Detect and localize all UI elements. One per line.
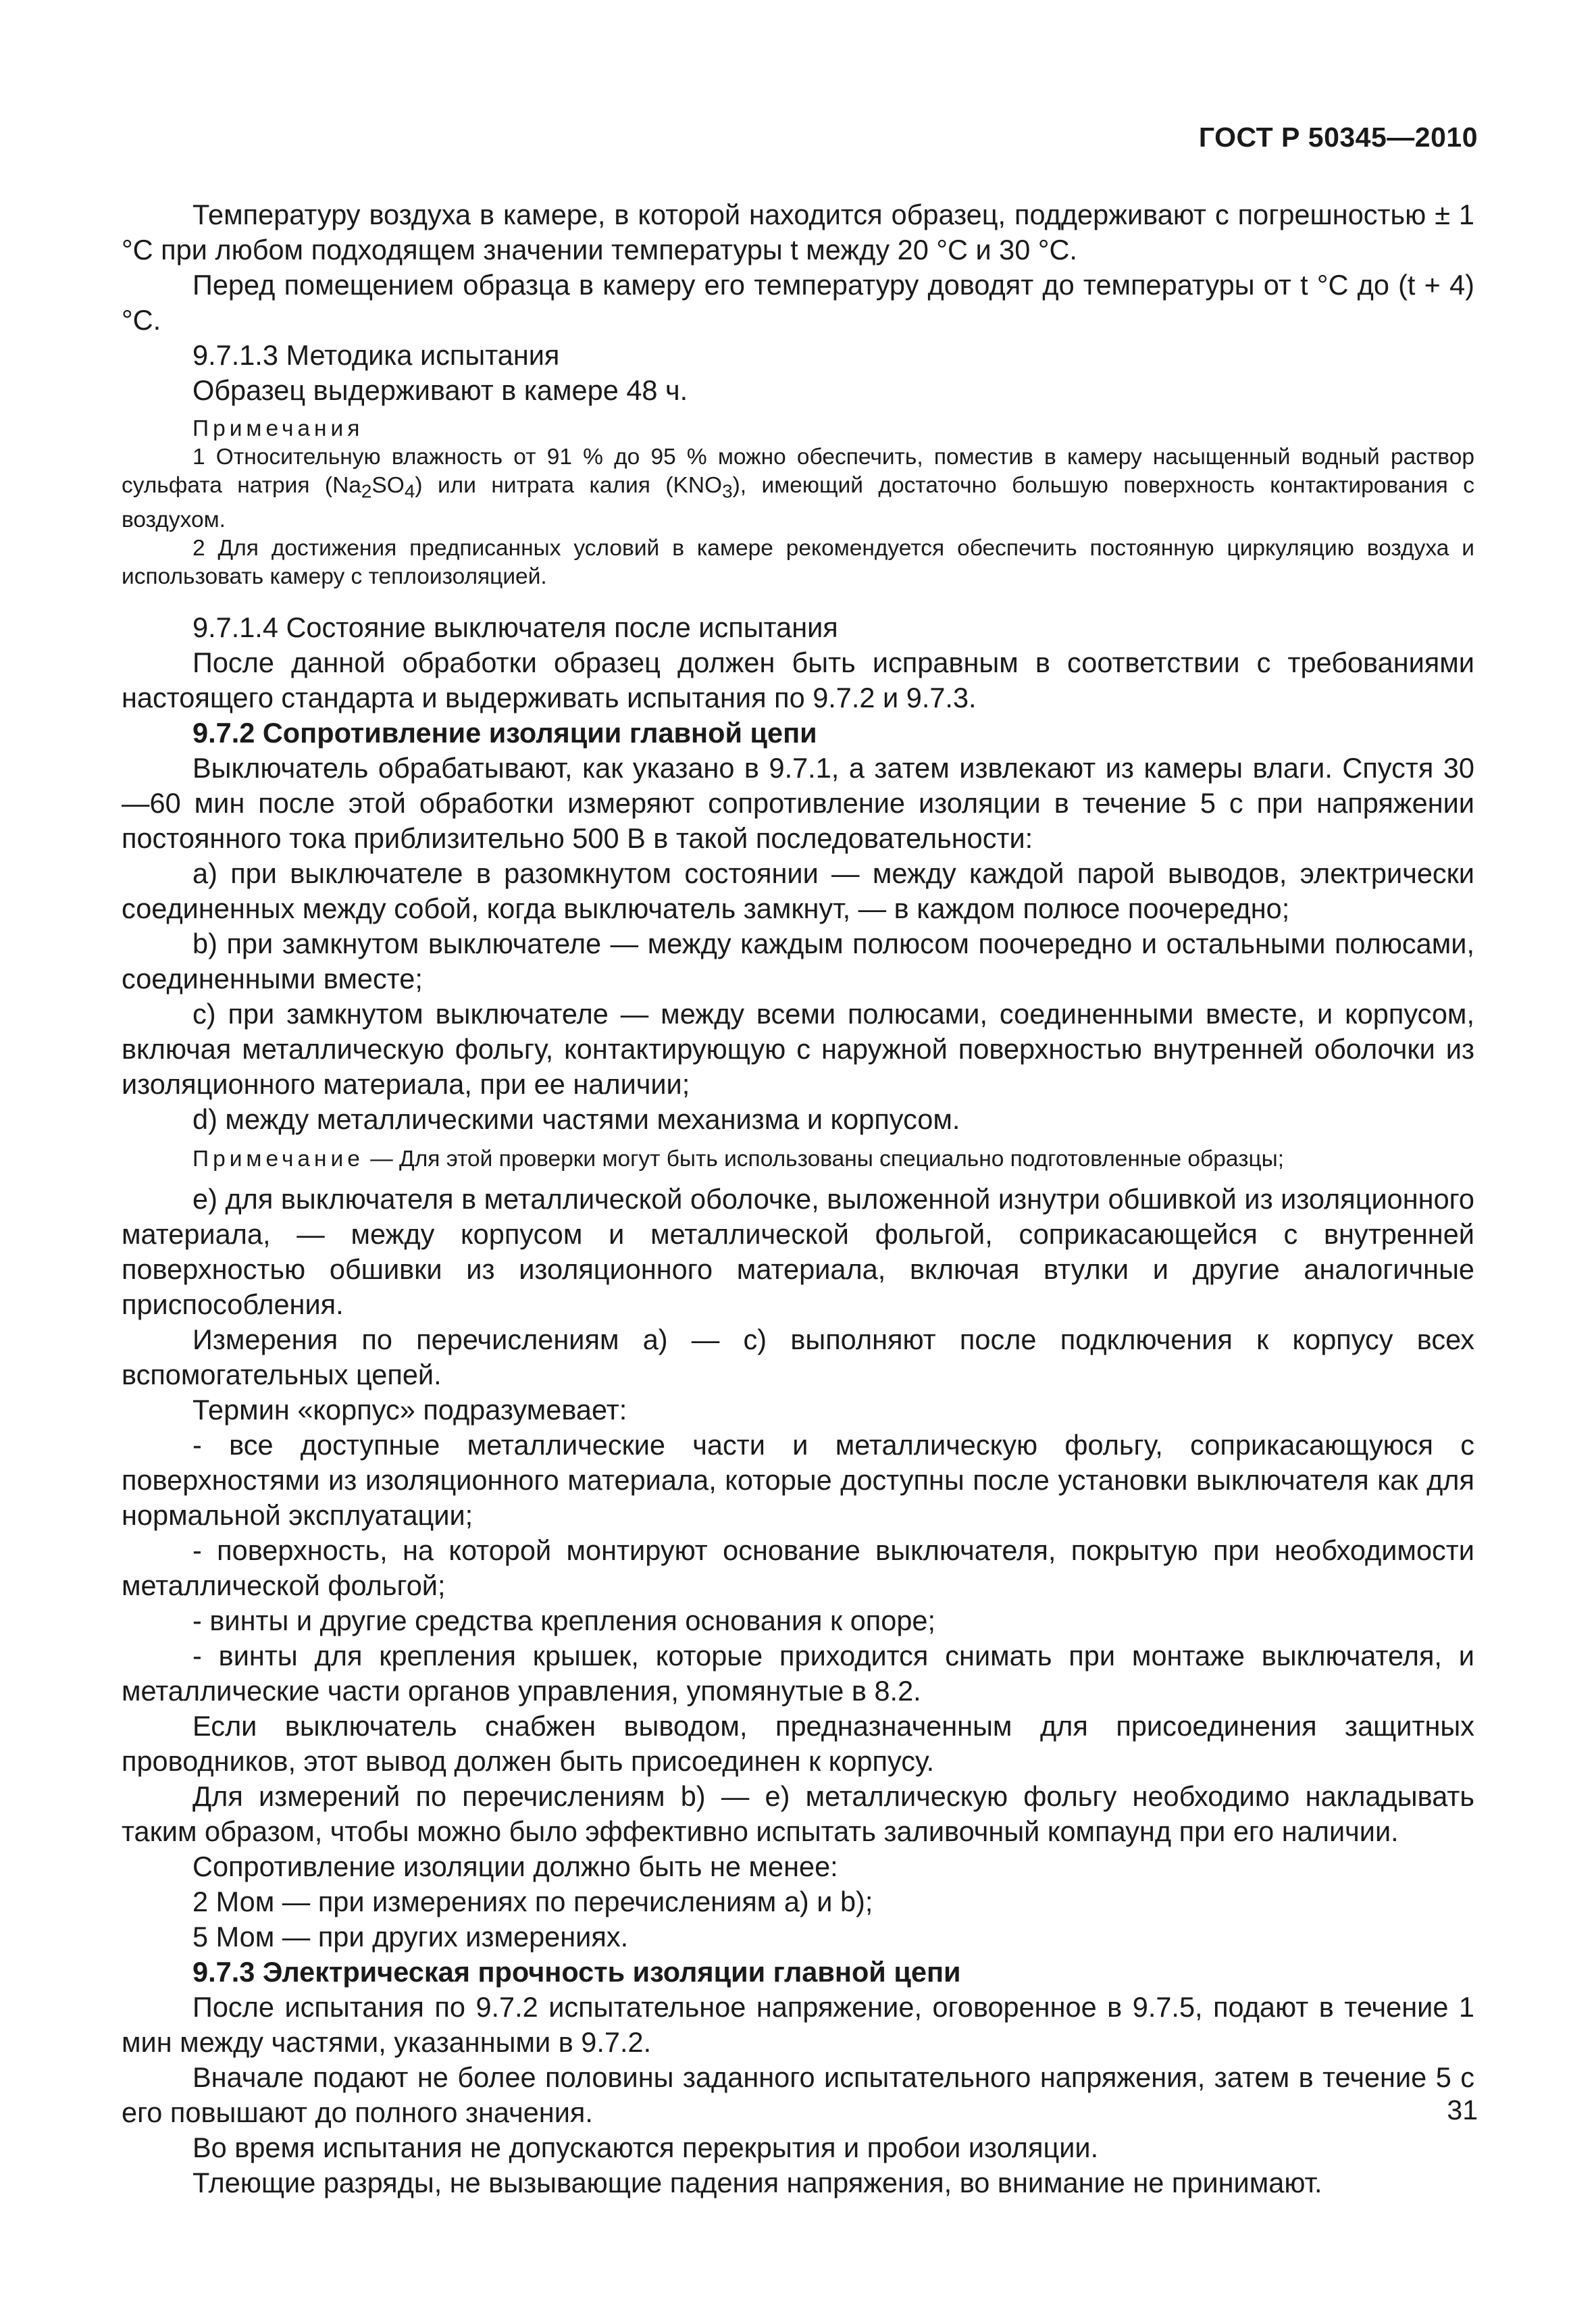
list-item: c) при замкнутом выключателе — между всеми полюсами, соединенными вместе, и корпусом, включая металлическую фольгу, контактирующую с наружной поверхностью внутренней оболочки из изоляционного материала, при ее наличии; [122,997,1474,1100]
note-inline [122,1145,1474,1174]
section-heading: 9.7.3 Электрическая прочность изоляции главной цепи [192,1955,961,1988]
page-number: 31 [1447,2094,1478,2126]
paragraph: Термин «корпус» подразумевает: [192,1393,627,1426]
paragraph: Выключатель обрабатывают, как указано в 9.7.1, а затем извлекают из камеры влаги. Спустя 30—60 мин после этой обработки измеряют сопротивление изоляции в течение 5 с при напряжении постоянного тока приблизительно 500 В в такой последовательности: [122,751,1474,854]
paragraph: Во время испытания не допускаются перекрытия и пробои изоляции. [192,2131,1099,2163]
note-item: 1 Относительную влажность от 91 % до 95 % можно обеспечить, поместив в камеру насыщенный водный раствор сульфата натрия $(Na_2SO_4)$ или нитрата калия $(KNO_3)$, имеющий достаточно большую поверхность контактирования с воздухом. [122,445,1474,532]
section-heading: 9.7.2 Сопротивление изоляции главной цепи [192,716,817,749]
paragraph: 2 Мом — при измерениях по перечислениям а) и b); [192,1885,873,1917]
list-item: - винты для крепления крышек, которые приходится снимать при монтаже выключателя, и металлические части органов управления, упомянутые в 8.2. [122,1639,1474,1707]
paragraph: 9.7.1.3 Методика испытания [192,339,560,371]
note-title: Примечание [192,1146,364,1172]
paragraph: Тлеющие разряды, не вызывающие падения напряжения, во внимание не принимают. [192,2166,1322,2198]
paragraph: Для измерений по перечислениям b) — e) металлическую фольгу необходимо накладывать таким образом, чтобы можно было эффективно испытать заливочный компаунд при его наличии. [122,1780,1474,1847]
list-item: d) между металлическими частями механизма и корпусом. [192,1103,960,1135]
paragraph: Сопротивление изоляции должно быть не менее: [192,1850,838,1882]
paragraph: Вначале подают не более половины заданного испытательного напряжения, затем в течение 5 с его повышают до полного значения. [122,2061,1474,2128]
note-text: — Для этой проверки могут быть использованы специально подготовленные образцы; [370,1146,1285,1172]
notes-title: Примечания [192,416,364,441]
paragraph: 5 Мом — при других измерениях. [192,1920,629,1953]
paragraph: Температуру воздуха в камере, в которой находится образец, поддерживают с погрешностью ± 1 °С при любом подходящем значении температуры t между 20 °С и 30 °С. [122,199,1474,266]
notes-block [122,415,1474,591]
list-item: - винты и другие средства крепления основания к опоре; [192,1604,936,1636]
paragraph: Измерения по перечислениям а) — с) выполняют после подключения к корпусу всех вспомогательных цепей. [122,1323,1474,1390]
paragraph: Если выключатель снабжен выводом, предназначенным для присоединения защитных проводников, этот вывод должен быть присоединен к корпусу. [122,1709,1474,1777]
list-item: - все доступные металлические части и металлическую фольгу, соприкасающуюся с поверхностями из изоляционного материала, которые доступны после установки выключателя как для нормальной эксплуатации; [122,1428,1474,1531]
list-item: a) при выключателе в разомкнутом состоянии — между каждой парой выводов, электрически соединенных между собой, когда выключатель замкнут, — в каждом полюсе поочередно; [122,857,1474,924]
paragraph: После испытания по 9.7.2 испытательное напряжение, оговоренное в 9.7.5, подают в течение 1 мин между частями, указанными в 9.7.2. [122,1990,1474,2058]
list-item: - поверхность, на которой монтируют основание выключателя, покрытую при необходимости металлической фольгой; [122,1534,1474,1601]
paragraph: 9.7.1.4 Состояние выключателя после испытания [192,611,838,643]
document-number: ГОСТ Р 50345—2010 [1198,122,1478,153]
page-body [122,197,1474,2200]
paragraph: После данной обработки образец должен быть исправным в соответствии с требованиями настоящего стандарта и выдерживать испытания по 9.7.2 и 9.7.3. [122,646,1474,713]
list-item: e) для выключателя в металлической оболочке, выложенной изнутри обшивкой из изоляционного материала, — между корпусом и металлической фольгой, соприкасающейся с внутренней поверхностью обшивки из изоляционного материала, включая втулки и другие аналогичные приспособления. [122,1182,1474,1320]
paragraph: Перед помещением образца в камеру его температуру доводят до температуры от t °С до (t + 4) °С. [122,269,1474,336]
list-item: b) при замкнутом выключателе — между каждым полюсом поочередно и остальными полюсами, соединенными вместе; [122,927,1474,995]
paragraph: Образец выдерживают в камере 48 ч. [192,374,688,406]
note-item: 2 Для достижения предписанных условий в камере рекомендуется обеспечить постоянную циркуляцию воздуха и использовать камеру с теплоизоляцией. [122,535,1474,589]
